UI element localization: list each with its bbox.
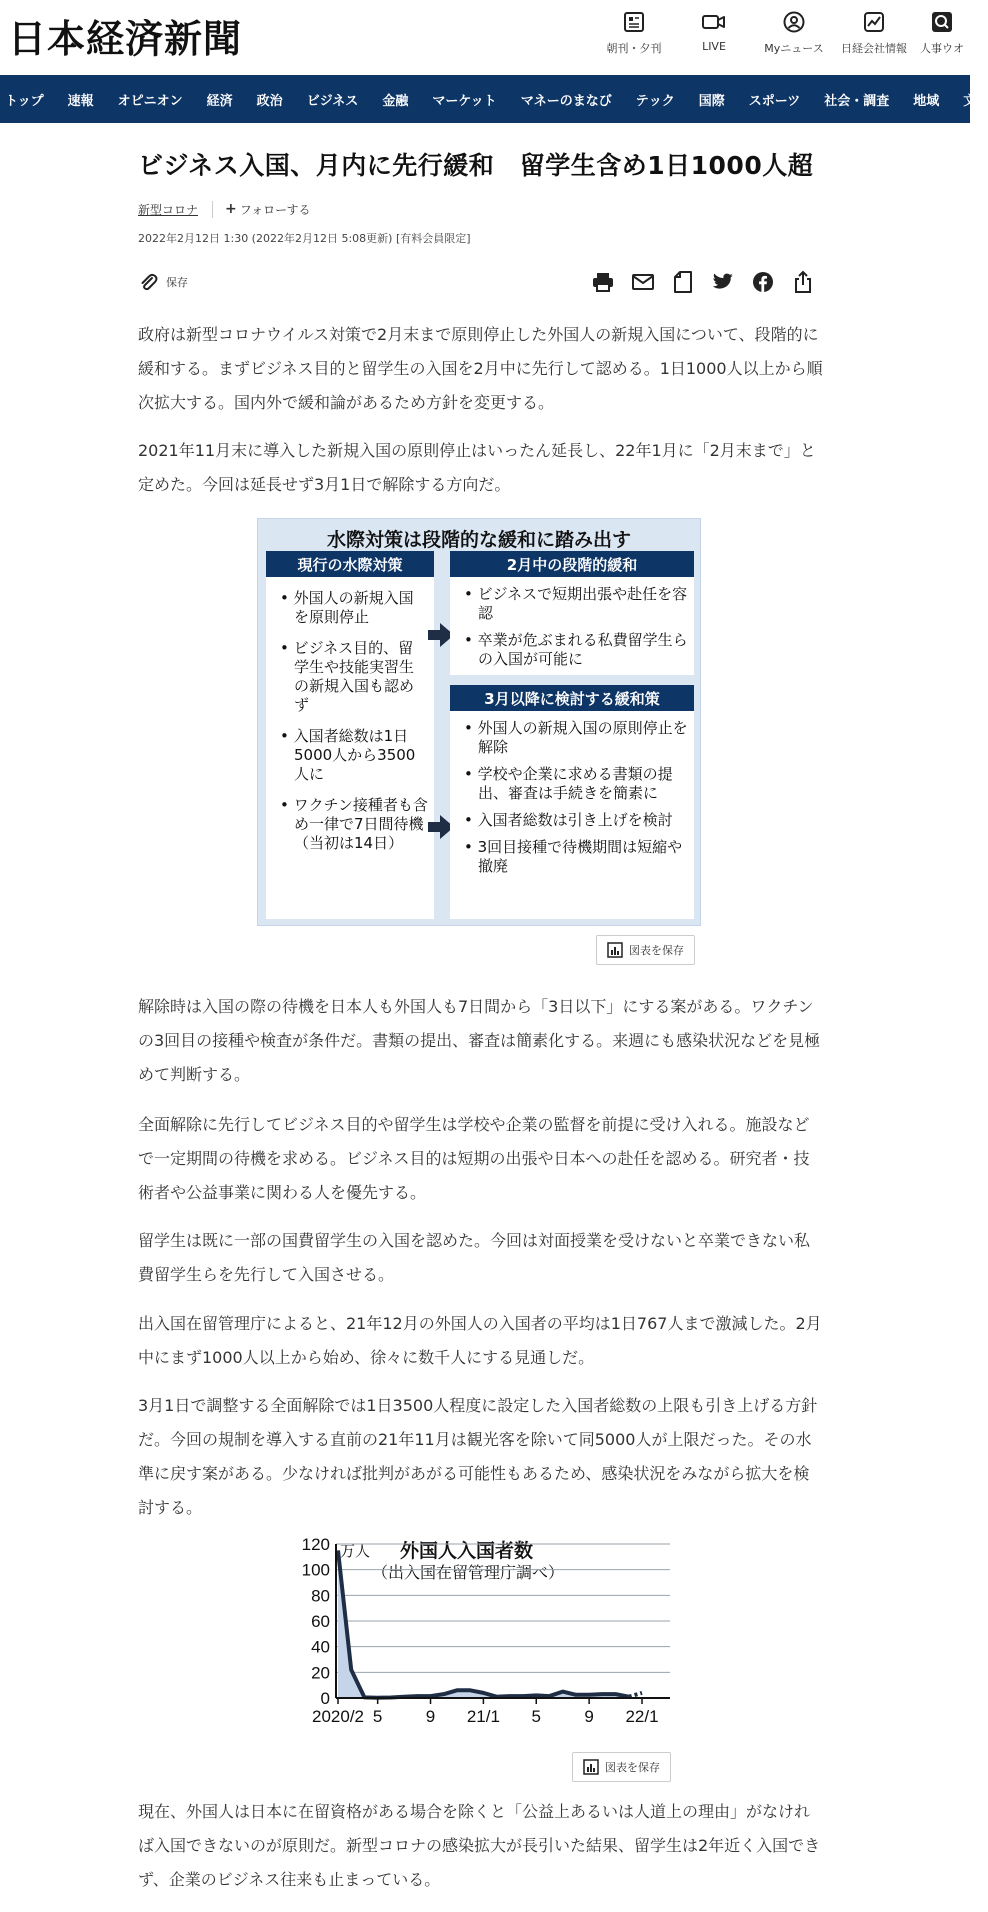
header-company-info-link[interactable] [834,8,914,56]
header-icons [594,8,970,56]
share-toolbar [590,269,818,295]
measure-item: • 外国人の新規入国の原則停止を解除 [464,719,688,756]
measure-item: • 外国人の新規入国を原則停止 [280,589,414,626]
february-relaxation-heading: 2月中の段階的緩和 [450,551,694,577]
chart-plot [288,1530,678,1750]
article-dateline: 2022年2月12日 1:30 (2022年2月12日 5:08更新) [有料会員限定] [138,231,471,245]
measure-item: • 卒業が危ぶまれる私費留学生らの入国が可能に [464,631,688,668]
article-toolbar [138,268,818,296]
article-header [138,150,818,296]
print-button[interactable] [590,269,616,295]
y-tick-label: 60 [311,1612,330,1631]
measure-item: • 3回目接種で待機期間は短縮や撤廃 [464,838,683,875]
save-figure-button[interactable] [596,935,695,965]
share-button[interactable] [790,269,816,295]
y-tick-label: 120 [301,1535,330,1554]
nav-item[interactable]: 文 [963,93,977,109]
facebook-button[interactable] [750,269,776,295]
x-tick-label: 9 [584,1707,594,1726]
current-measures-heading: 現行の水際対策 [266,551,434,577]
site-logo[interactable]: 日本経済新聞 [8,16,243,61]
save-label: 保存 [166,275,188,289]
header-newspaper-link[interactable] [594,8,674,56]
paperclip-icon [138,272,158,292]
header-icon-label: Myニュース [764,42,824,55]
nav-item[interactable]: 速報 [67,93,94,109]
topic-row [138,201,818,218]
header-icon-label: 人事ウオ [920,42,964,55]
infographic-border-measures [257,518,701,926]
measure-item: • ワクチン接種者も含め一律で7日間待機（当初は14日） [280,796,428,852]
x-tick-label: 5 [372,1707,383,1726]
nav-item[interactable]: テック [635,93,675,109]
series-projection [629,1693,642,1697]
y-tick-label: 100 [301,1560,330,1580]
nav-item[interactable]: スポーツ [748,93,801,109]
header-icon-label: 日経会社情報 [841,42,907,55]
plus-icon: + [225,201,237,217]
facebook-icon [752,271,774,293]
bar-chart-icon [583,1759,599,1775]
print-icon [592,271,614,293]
twitter-icon [712,273,734,291]
article-paragraph: 3月1日で調整する全面解除では1日3500人程度に設定した入国者総数の上限も引き上げる方針だ。今回の規制を導入する直前の21年11月は観光客を除いて同5000人が上限だった。その水準に戻す案がある。少なければ批判があがる可能性もあるため、感染状況をみながら拡大を検討する。 [138,1396,818,1517]
chart-subtitle: （出入国在留管理庁調べ） [372,1563,565,1582]
follow-button[interactable] [212,201,311,218]
save-figure-label: 図表を保存 [629,944,684,957]
article-paragraph: 全面解除に先行してビジネス目的や留学生は学校や企業の監督を前提に受け入れる。施設などで一定期間の待機を求める。ビジネス目的は短期の出張や日本への赴任を認める。研究者・技術者や公益事業に関わる人を優先する。 [138,1115,810,1202]
chart-title: 外国人入国者数 [400,1540,534,1562]
x-tick-label: 2020/2 [312,1707,364,1726]
x-tick-label: 22/1 [625,1707,659,1726]
article-paragraph: 政府は新型コロナウイルス対策で2月末まで原則停止した外国人の新規入国について、段階的に緩和する。まずビジネス目的と留学生の入国を2月中に先行して認める。1日1000人以上から順次拡大する。国内外で緩和論があるため方針を変更する。 [138,325,823,412]
nav-item[interactable]: 経済 [206,93,233,109]
measure-item: • ビジネス目的、留学生や技能実習生の新規入国も認めず [280,639,415,714]
nav-item[interactable]: オピニオン [117,93,183,109]
nav-item[interactable]: 金融 [382,93,409,109]
chart-up-icon [863,11,885,33]
article-paragraph: 出入国在留管理庁によると、21年12月の外国人の入国者の平均は1日767人まで激減した。2月中にまず1000人以上から始め、徐々に数千人にする見通しだ。 [138,1314,822,1367]
nav-item[interactable]: トップ [5,93,44,109]
article-paragraph: 2021年11月末に導入した新規入国の原則停止はいったん延長し、22年1月に「2月末まで」と定めた。今回は延長せず3月1日で解除する方向だ。 [138,441,816,494]
article-title: ビジネス入国、月内に先行緩和 留学生含め1日1000人超 [138,151,814,180]
clip-button[interactable] [670,269,696,295]
header-live-link[interactable] [674,8,754,56]
article-paragraph: 解除時は入国の際の待機を日本人も外国人も7日間から「3日以下」にする案がある。ワクチンの3回目の接種や検査が条件だ。書類の提出、審査は簡素化する。来週にも感染状況などを見極めて判断する。 [138,997,821,1084]
nav-item[interactable]: 社会・調査 [824,93,890,109]
header-icon-label: 朝刊・夕刊 [606,42,662,55]
save-figure-label: 図表を保存 [605,1761,660,1774]
nav-item[interactable]: マーケット [432,93,497,109]
document-icon [674,271,692,293]
mail-button[interactable] [630,269,656,295]
y-tick-label: 80 [311,1586,330,1606]
nav-item[interactable]: ビジネス [306,93,359,109]
chart-foreign-entrants [288,1530,678,1750]
nav-item[interactable]: マネーのまなび [520,93,612,109]
y-tick-label: 20 [311,1663,330,1683]
chart-unit-label: 万人 [340,1542,371,1560]
save-figure-button[interactable] [572,1752,671,1782]
user-icon [783,11,805,33]
march-relaxation-heading: 3月以降に検討する緩和策 [450,685,694,711]
y-tick-label: 0 [320,1689,330,1708]
follow-label: フォローする [239,202,311,217]
x-tick-label: 21/1 [466,1707,500,1726]
article-paragraph: 留学生は既に一部の国費留学生の入国を認めた。今回は対面授業を受けないと卒業できない私費留学生らを先行して入国させる。 [138,1231,811,1284]
header-search-link[interactable] [914,8,970,56]
nav-item[interactable]: 地域 [913,93,940,109]
series-line [338,1550,629,1697]
infographic-title: 水際対策は段階的な緩和に踏み出す [326,529,631,551]
series-area [338,1550,629,1698]
nav-item[interactable]: 国際 [698,93,725,109]
current-measures-column [266,551,434,919]
x-tick-label: 5 [531,1707,541,1726]
main-nav [0,75,977,123]
share-icon [793,271,813,293]
topic-link[interactable]: 新型コロナ [138,202,199,217]
article-paragraph: 現在、外国人は日本に在留資格がある場合を除くと「公益上あるいは人道上の理由」がなければ入国できないのが原則だ。新型コロナの感染拡大が長引いた結果、留学生は2年近く入国できず、企業のビジネス往来も止まっている。 [138,1802,821,1889]
bar-chart-icon [607,942,623,958]
search-icon [931,11,953,33]
site-header [0,0,970,75]
february-relaxation-box [450,551,694,675]
newspaper-icon [623,11,645,33]
video-camera-icon [702,12,726,32]
header-mynews-link[interactable] [754,8,834,56]
measure-item: • 入国者総数は1日5000人から3500人に [280,727,416,783]
measure-item: • ビジネスで短期出張や赴任を容認 [464,585,688,622]
march-relaxation-box [450,685,694,919]
measure-item: • 学校や企業に求める書類の提出、審査は手続きを簡素に [464,765,673,802]
header-icon-label: LIVE [702,40,726,53]
x-tick-label: 9 [425,1707,436,1726]
mail-icon [632,273,654,291]
nav-item[interactable]: 政治 [256,93,283,109]
save-button[interactable] [138,272,188,292]
twitter-button[interactable] [710,269,736,295]
y-tick-label: 40 [311,1637,330,1657]
measure-item: • 入国者総数は引き上げを検討 [464,811,673,829]
